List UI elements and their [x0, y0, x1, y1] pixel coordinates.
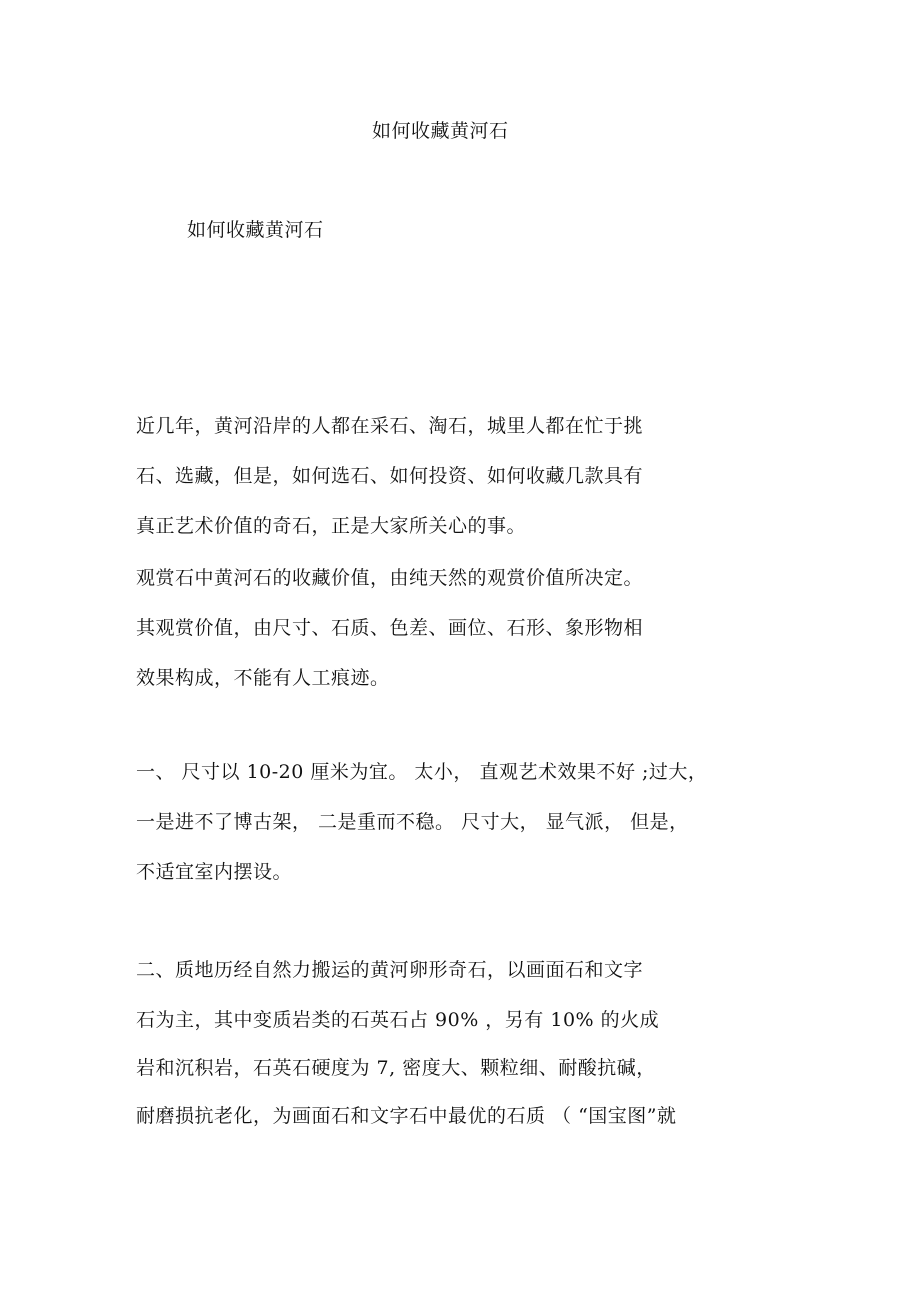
section-two-line: 石为主，其中变质岩类的石英石占 90% ，另有 10% 的火成 [136, 1009, 660, 1031]
section-one-line: 一、 尺寸以 10-20 厘米为宜。 太小， 直观艺术效果不好 ;过大， [136, 761, 708, 783]
paragraph-line: 其观赏价值，由尺寸、石质、色差、画位、石形、象形物相 [136, 617, 644, 639]
paragraph-line: 近几年，黄河沿岸的人都在采石、淘石，城里人都在忙于挑 [136, 415, 644, 437]
paragraph-line: 观赏石中黄河石的收藏价值，由纯天然的观赏价值所决定。 [136, 567, 644, 589]
paragraph-line: 效果构成，不能有人工痕迹。 [136, 667, 390, 689]
paragraph-line: 石、选藏，但是，如何选石、如何投资、如何收藏几款具有 [136, 465, 644, 487]
document-subtitle: 如何收藏黄河石 [187, 219, 324, 241]
paragraph-line: 真正艺术价值的奇石，正是大家所关心的事。 [136, 515, 527, 537]
section-one-line: 不适宜室内摆设。 [136, 861, 293, 883]
section-two-line: 耐磨损抗老化，为画面石和文字石中最优的石质 （ “国宝图”就 [136, 1105, 677, 1127]
document-title: 如何收藏黄河石 [372, 120, 509, 142]
section-two-line: 岩和沉积岩，石英石硬度为 7, 密度大、颗粒细、耐酸抗碱， [136, 1057, 656, 1079]
section-one-line: 一是进不了博古架， 二是重而不稳。 尺寸大， 显气派， 但是， [136, 811, 689, 833]
section-two-line: 二、质地历经自然力搬运的黄河卵形奇石，以画面石和文字 [136, 959, 644, 981]
